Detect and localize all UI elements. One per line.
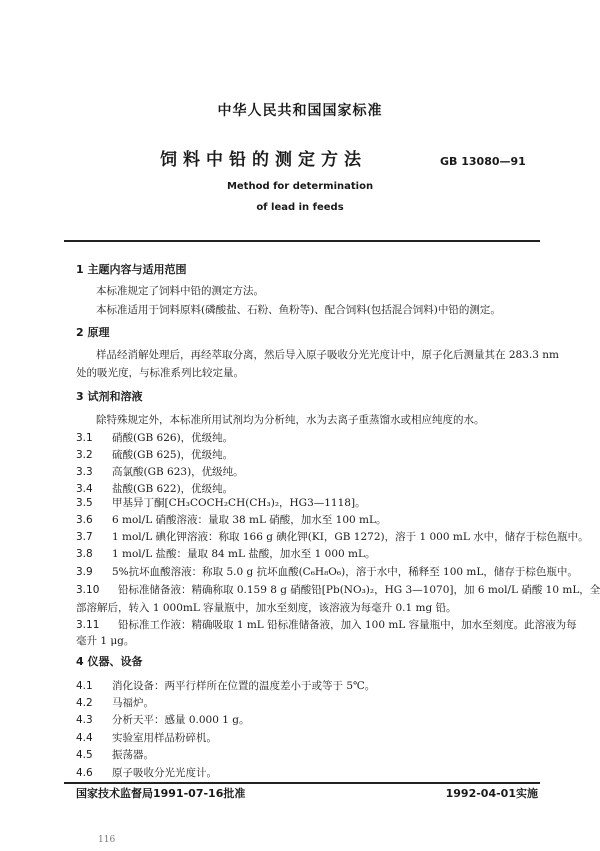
- paragraph: 处的吸光度，与标准系列比较定量。: [76, 367, 244, 379]
- item-text: 甲基异丁酮[CH₃COCH₂CH(CH₃)₂，HG3—1118]。: [112, 497, 366, 509]
- item-text: 高氯酸(GB 623)，优级纯。: [112, 466, 244, 478]
- item-number: 4.3: [76, 714, 93, 726]
- list-item: [76, 713, 249, 727]
- paragraph: 样品经消解处理后，再经萃取分离，然后导入原子吸收分光光度计中，原子化后测量其在 283.3 nm: [96, 349, 559, 361]
- item-text: 1 mol/L 碘化钾溶液：称取 166 g 碘化钾(KI，GB 1272)，溶于 1 000 mL 水中，储存于棕色瓶中。: [112, 531, 589, 543]
- item-number: 4.5: [76, 749, 93, 761]
- item-number: 3.9: [76, 566, 93, 578]
- section-3-heading: 3 试剂和溶液: [76, 390, 143, 403]
- issuing-org: 中华人民共和国国家标准: [217, 103, 383, 119]
- item-text: 6 mol/L 硝酸溶液：量取 38 mL 硝酸，加水至 100 mL。: [112, 514, 387, 526]
- list-item: [76, 496, 366, 510]
- standard-code: GB 13080—91: [440, 155, 526, 168]
- section-2-heading: 2 原理: [76, 326, 110, 339]
- item-text: 硫酸(GB 625)，优级纯。: [112, 449, 234, 461]
- english-title-line-2: of lead in feeds: [256, 202, 344, 213]
- item-text: 1 mol/L 盐酸：量取 84 mL 盐酸，加水至 1 000 mL。: [112, 548, 376, 560]
- english-title-line-1: Method for determination: [226, 181, 374, 192]
- item-text: 振荡器。: [112, 749, 154, 761]
- item-text: 消化设备：两平行样所在位置的温度差小于或等于 5℃。: [112, 680, 376, 692]
- item-number: 4.2: [76, 697, 93, 709]
- header-rule: [64, 240, 540, 242]
- section-4-heading: 4 仪器、设备: [76, 655, 143, 668]
- item-text: 实验室用样品粉碎机。: [112, 732, 217, 744]
- item-text: 盐酸(GB 622)，优级纯。: [112, 483, 234, 495]
- item-number: 3.1: [76, 432, 93, 444]
- list-item: [76, 618, 577, 632]
- item-text: 5%抗坏血酸溶液：称取 5.0 g 抗坏血酸(C₆H₈O₆)，溶于水中，稀释至 100 mL，储存于棕色瓶中。: [112, 566, 578, 578]
- paragraph: 本标准规定了饲料中铅的测定方法。: [96, 285, 264, 297]
- list-item: [76, 731, 217, 745]
- item-text: 铅标准储备液：精确称取 0.159 8 g 硝酸铅[Pb(NO₃)₂，HG 3—1070]，加 6 mol/L 硝酸 10 mL，全: [118, 584, 600, 596]
- item-number: 4.6: [76, 767, 93, 779]
- paragraph: 本标准适用于饲料原料(磷酸盐、石粉、鱼粉等)、配合饲料(包括混合饲料)中铅的测定。: [96, 304, 501, 316]
- item-number: 3.3: [76, 466, 93, 478]
- list-item: [76, 679, 375, 693]
- list-item: [76, 448, 233, 462]
- list-item: [76, 748, 154, 762]
- item-number: 3.6: [76, 514, 93, 526]
- list-item: [76, 547, 375, 561]
- item-number: 3.8: [76, 548, 93, 560]
- item-number: 3.7: [76, 531, 93, 543]
- list-item: [76, 696, 154, 710]
- footer-rule: [64, 782, 540, 784]
- item-text: 分析天平：感量 0.000 1 g。: [112, 714, 250, 726]
- item-number: 3.4: [76, 483, 93, 495]
- page-number: 116: [98, 835, 116, 845]
- item-text: 铅标准工作液：精确吸取 1 mL 铅标准储备液，加入 100 mL 容量瓶中，加水至刻度。此溶液为每: [118, 619, 577, 631]
- list-item: [76, 513, 386, 527]
- section-1-heading: 1 主题内容与适用范围: [76, 263, 187, 276]
- list-item: [76, 565, 578, 579]
- item-number: 3.11: [76, 619, 100, 631]
- approval-date: 国家技术监督局1991-07-16批准: [76, 787, 246, 800]
- list-item: [76, 431, 233, 445]
- item-text: 马福炉。: [112, 697, 154, 709]
- list-item: [76, 766, 217, 780]
- list-item: [76, 530, 589, 544]
- list-item: [76, 482, 233, 496]
- item-number: 3.2: [76, 449, 93, 461]
- item-number: 4.4: [76, 732, 93, 744]
- item-number: 3.10: [76, 584, 100, 596]
- item-text-continued: 毫升 1 μg。: [76, 635, 135, 647]
- paragraph: 除特殊规定外，本标准所用试剂均为分析纯，水为去离子重蒸馏水或相应纯度的水。: [96, 414, 485, 426]
- item-text-continued: 部溶解后，转入 1 000mL 容量瓶中，加水至刻度，该溶液为每毫升 0.1 mg 铅。: [76, 602, 457, 614]
- item-text: 硝酸(GB 626)，优级纯。: [112, 432, 234, 444]
- list-item: [76, 583, 600, 597]
- document-title: 饲料中铅的测定方法: [160, 150, 367, 170]
- effective-date: 1992-04-01实施: [445, 787, 538, 800]
- item-number: 3.5: [76, 497, 93, 509]
- item-number: 4.1: [76, 680, 93, 692]
- item-text: 原子吸收分光光度计。: [112, 767, 217, 779]
- list-item: [76, 465, 244, 479]
